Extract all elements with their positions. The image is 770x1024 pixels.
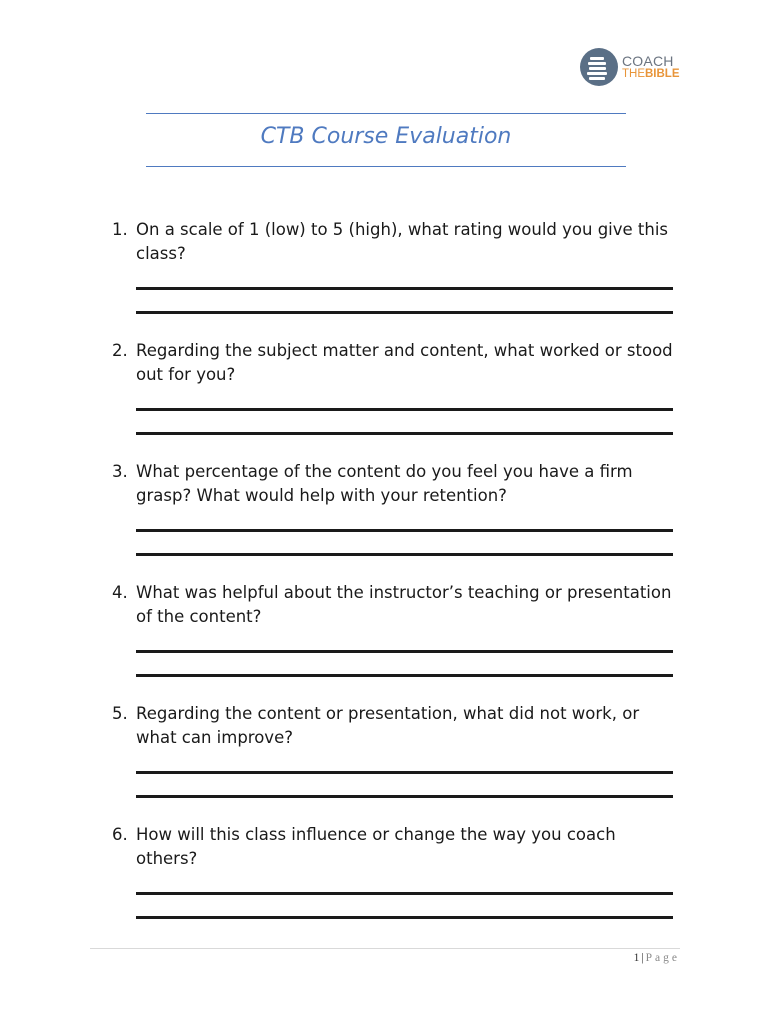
question-4 — [112, 581, 682, 677]
title-rule-top — [146, 113, 626, 114]
answer-line[interactable] — [136, 432, 673, 435]
answer-line[interactable] — [136, 408, 673, 411]
title-rule-bottom — [146, 166, 626, 167]
answer-line[interactable] — [136, 795, 673, 798]
answer-line[interactable] — [136, 650, 673, 653]
question-text: What was helpful about the instructor’s teaching or presentation of the content? — [136, 583, 672, 626]
answer-line[interactable] — [136, 287, 673, 290]
answer-line[interactable] — [136, 529, 673, 532]
answer-line[interactable] — [136, 771, 673, 774]
coach-the-bible-logo — [580, 48, 680, 86]
question-text: How will this class influence or change the way you coach others? — [136, 825, 616, 868]
answer-line[interactable] — [136, 553, 673, 556]
question-number: 1. — [112, 220, 128, 239]
answer-line[interactable] — [136, 674, 673, 677]
book-stack-icon — [580, 48, 618, 86]
question-number: 2. — [112, 341, 128, 360]
question-number: 4. — [112, 583, 128, 602]
question-text: Regarding the content or presentation, what did not work, or what can improve? — [136, 704, 640, 747]
question-2 — [112, 339, 682, 435]
question-5 — [112, 702, 682, 798]
page-separator: | — [641, 952, 644, 964]
question-1 — [112, 218, 682, 314]
question-number: 5. — [112, 704, 128, 723]
page-number: 1 — [633, 952, 640, 964]
question-number: 6. — [112, 825, 128, 844]
answer-line[interactable] — [136, 892, 673, 895]
answer-line[interactable] — [136, 311, 673, 314]
question-number: 3. — [112, 462, 128, 481]
page-label: Page — [645, 952, 680, 964]
page-footer — [634, 952, 680, 964]
question-text: On a scale of 1 (low) to 5 (high), what rating would you give this class? — [136, 220, 669, 263]
logo-text-coach: COACH — [622, 52, 674, 69]
question-6 — [112, 823, 682, 919]
question-text: What percentage of the content do you feel you have a firm grasp? What would help with your retention? — [136, 462, 633, 505]
footer-rule — [90, 948, 680, 949]
logo-text-the-bible: THEBIBLE — [622, 67, 680, 80]
answer-line[interactable] — [136, 916, 673, 919]
question-3 — [112, 460, 682, 556]
document-title: CTB Course Evaluation — [260, 124, 512, 149]
question-text: Regarding the subject matter and content, what worked or stood out for you? — [136, 341, 673, 384]
